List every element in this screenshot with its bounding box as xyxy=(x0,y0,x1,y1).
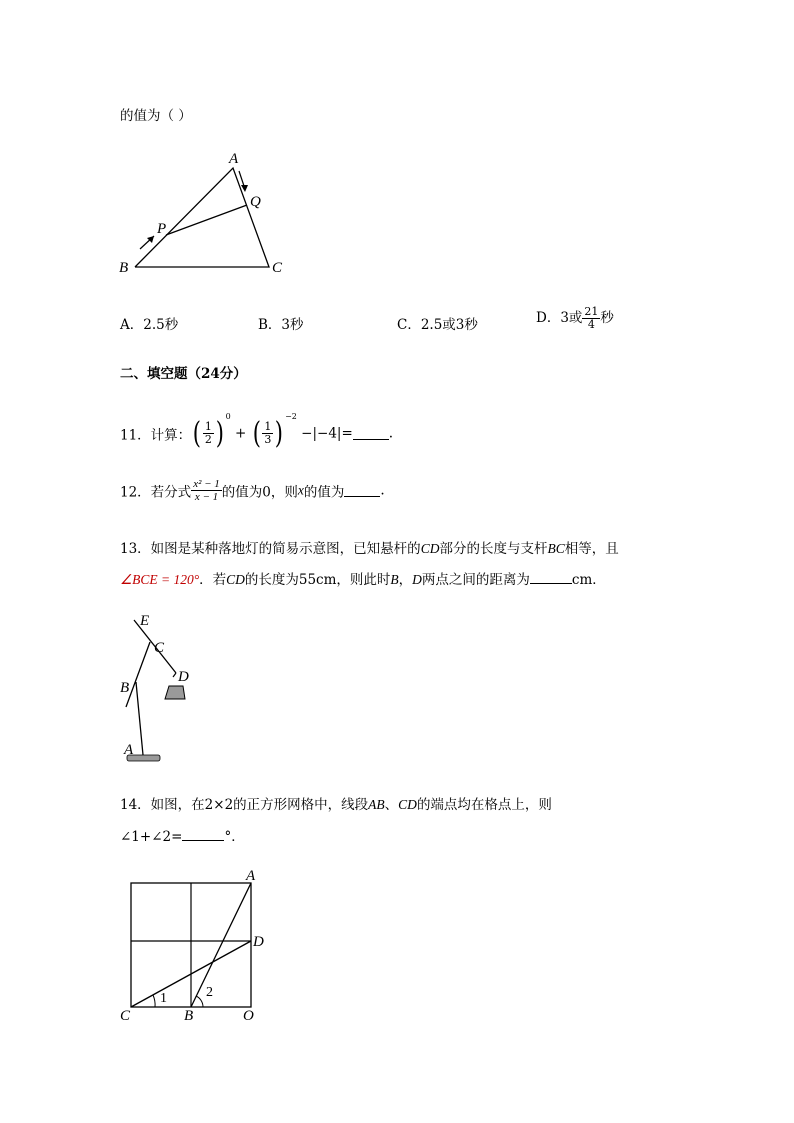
q10-triangle-figure xyxy=(110,145,300,280)
label-b: B xyxy=(120,680,130,696)
lamp-rod-ab xyxy=(136,682,143,755)
q11: 11．计算：( $\frac{1}{2}$ ) $^0$ + ( $\frac{1}{3}$ ) $^{-2}$ −|−4|= . xyxy=(120,412,394,451)
q12-answer-blank[interactable] xyxy=(344,484,380,497)
q14-answer-blank[interactable] xyxy=(182,828,224,841)
lamp-head xyxy=(165,686,185,699)
label-e: E xyxy=(140,613,150,629)
q14-line1: 14．如图，在2×2的正方形网格中，线段AB、CD的端点均在格点上，则 xyxy=(120,797,552,813)
label-o: O xyxy=(243,1008,254,1024)
label-b: B xyxy=(184,1008,194,1024)
q10-option-d[interactable]: D．3或 $\frac{21}{4}$ 秒 xyxy=(536,305,614,331)
q10-option-c[interactable]: C．2.5或3秒 xyxy=(397,317,478,333)
label-a: A xyxy=(246,868,256,884)
angle-2-arc xyxy=(196,996,203,1007)
segment-ab xyxy=(191,883,251,1007)
label-c: C xyxy=(120,1008,131,1024)
label-angle-2: 2 xyxy=(206,985,213,1000)
triangle-abc xyxy=(135,168,269,267)
label-a: A xyxy=(229,151,239,167)
q13-line1: 13．如图是某种落地灯的简易示意图，已知悬杆的CD部分的长度与支杆BC相等，且 xyxy=(120,541,619,557)
label-angle-1: 1 xyxy=(160,991,167,1006)
label-d: D xyxy=(178,669,189,685)
q14-grid-figure xyxy=(115,865,275,1025)
q11-answer-blank[interactable] xyxy=(353,427,389,440)
angle-1-arc xyxy=(153,995,155,1007)
label-d: D xyxy=(253,934,264,950)
q13-answer-blank[interactable] xyxy=(530,571,572,584)
segment-pq xyxy=(166,205,247,235)
q10-option-b[interactable]: B．3秒 xyxy=(258,317,304,333)
label-q: Q xyxy=(250,194,261,210)
label-b: B xyxy=(119,260,129,276)
q13-lamp-figure xyxy=(110,605,210,770)
q10-option-a[interactable]: A．2.5秒 xyxy=(120,317,179,333)
q14-line2: ∠1+∠2= °． xyxy=(120,829,245,845)
label-a: A xyxy=(124,742,134,758)
label-c: C xyxy=(154,640,165,656)
label-p: P xyxy=(157,221,167,237)
label-c: C xyxy=(272,260,283,276)
q13-line2: ∠BCE = 120°．若CD的长度为55cm，则此时B，D两点之间的距离为 cm． xyxy=(120,572,606,588)
q12: 12．若分式 $\frac{\text{x² − 1}}{x - 1}$ 的值为0，则x的值为 . xyxy=(120,478,385,503)
section-title-fill-blank: 二、填空题（24分） xyxy=(120,366,247,382)
q10-stem-tail: 的值为（ ） xyxy=(120,108,192,124)
